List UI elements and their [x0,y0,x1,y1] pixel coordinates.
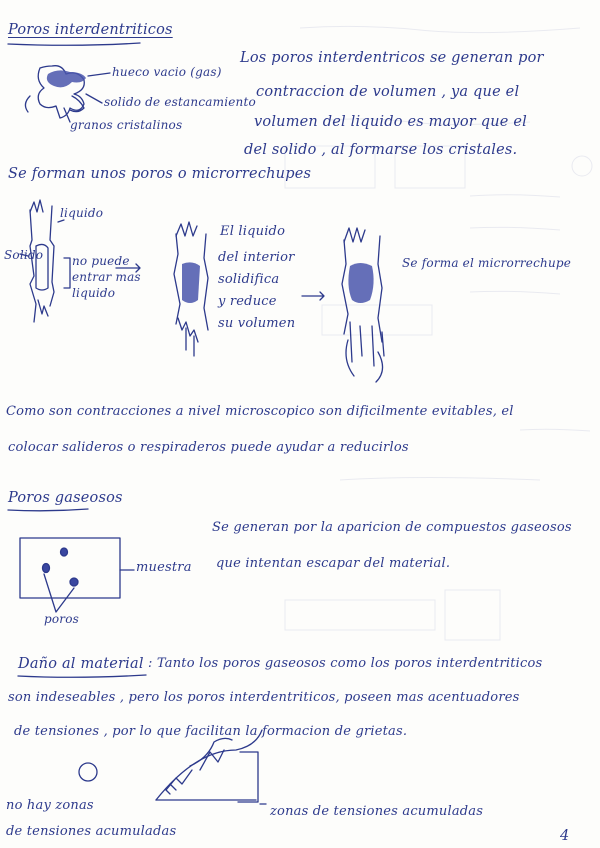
interdendritic-text-line-3: volumen del liquido es mayor que el [254,114,527,130]
damage-text-line-2: son indeseables , pero los poros interdentriticos, poseen mas acentuadores [8,690,520,705]
damage-text-line-1: : Tanto los poros gaseosos como los poros interdentriticos [148,656,543,671]
grain-sketch [25,66,110,122]
conclusion-line-1: Como son contracciones a nivel microscopico son dificilmente evitables, el [6,404,514,419]
interior-line-5: su volumen [218,316,296,331]
heading-interdendritic: Poros interdentriticos [8,22,173,38]
interior-line-1: El liquido [220,224,286,239]
label-liquid: liquido [60,206,104,220]
crack-sketch [156,730,266,804]
interior-line-4: y reduce [218,294,277,309]
gaseous-text-line-2: que intentan escapar del material. [216,556,451,571]
gas-sample-sketch [20,538,134,612]
no-zones-line-1: no hay zonas [6,798,94,813]
label-grains: granos cristalinos [70,118,183,132]
interdendritic-text-line-1: Los poros interdentricos se generan por [240,50,544,66]
label-sample: muestra [136,560,192,575]
label-solid-seq: Solido [4,248,44,262]
heading-gaseous: Poros gaseosos [8,490,123,506]
cannot-enter-line-2: entrar mas [72,270,141,284]
cannot-enter-line-3: liquido [72,286,116,300]
pore-sketch-3 [342,228,384,382]
damage-text-line-3: de tensiones , por lo que facilitan la formacion de grietas. [14,724,408,739]
label-pores: poros [44,612,80,626]
zones-label: zonas de tensiones acumuladas [270,804,484,819]
interior-line-2: del interior [218,250,295,265]
conclusion-line-2: colocar salideros o respiraderos puede ayudar a reducirlos [8,440,409,455]
label-solid: solido de estancamiento [104,95,256,109]
interdendritic-text-line-4: del solido , al formarse los cristales. [244,142,518,158]
heading-damage: Daño al material [18,656,144,672]
pore-sketch-2 [174,222,324,356]
interdendritic-text-line-2: contraccion de volumen , ya que el [256,84,520,100]
microcracks-intro: Se forman unos poros o microrrechupes [8,166,312,182]
page-number: 4 [560,828,570,844]
no-zones-line-2: de tensiones acumuladas [6,824,177,839]
no-zones-circle [79,763,97,781]
microcrack-result: Se forma el microrrechupe [402,256,572,270]
interior-line-3: solidifica [218,272,280,287]
cannot-enter-line-1: no puede [72,254,130,268]
label-hole: hueco vacio (gas) [112,65,222,79]
gaseous-text-line-1: Se generan por la aparicion de compuestos gaseosos [212,520,572,535]
